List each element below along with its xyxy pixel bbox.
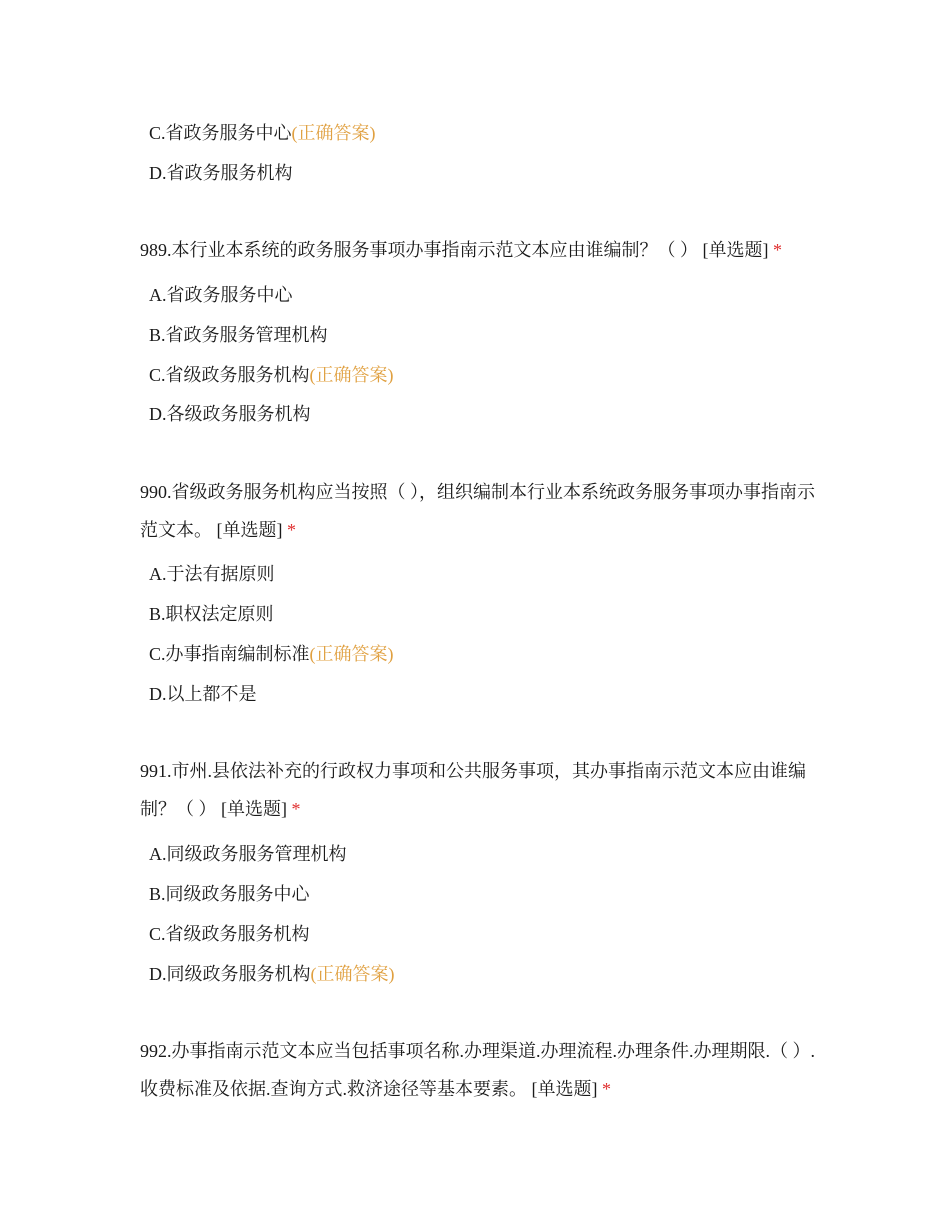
option-text: A.同级政务服务管理机构 (149, 844, 347, 864)
question-992 (140, 1032, 820, 1108)
correct-answer-marker: (正确答案) (310, 964, 395, 984)
correct-answer-marker: (正确答案) (309, 644, 394, 664)
q991-option-d (149, 963, 395, 985)
q991-option-a (149, 843, 347, 865)
prev-option-d (149, 162, 293, 184)
required-marker: * (773, 240, 782, 260)
question-989 (140, 231, 820, 269)
q989-option-b (149, 324, 328, 346)
q990-option-d (149, 683, 257, 705)
option-text: B.同级政务服务中心 (149, 884, 310, 904)
prev-option-c (149, 122, 376, 144)
q989-option-d (149, 403, 311, 425)
option-text: C.省级政务服务机构 (149, 924, 310, 944)
q989-option-a (149, 284, 293, 306)
question-990 (140, 473, 820, 549)
option-text: D.同级政务服务机构 (149, 964, 311, 984)
option-text: D.各级政务服务机构 (149, 404, 311, 424)
correct-answer-marker: (正确答案) (309, 365, 394, 385)
question-text: 989.本行业本系统的政务服务事项办事指南示范文本应由谁编制？（ ） [单选题] (140, 240, 769, 260)
option-text: C.办事指南编制标准 (149, 644, 310, 664)
option-text: A.于法有据原则 (149, 564, 275, 584)
q991-option-c (149, 923, 310, 945)
option-text: C.省政务服务中心 (149, 123, 292, 143)
q991-option-b (149, 883, 310, 905)
q990-option-b (149, 603, 274, 625)
question-991 (140, 752, 820, 828)
option-text: D.以上都不是 (149, 684, 257, 704)
q990-option-a (149, 563, 275, 585)
required-marker: * (602, 1079, 611, 1099)
required-marker: * (291, 799, 301, 819)
question-text: 990.省级政务服务机构应当按照（ ），组织编制本行业本系统政务服务事项办事指南示范文本。 [单选题] (140, 482, 815, 540)
option-text: A.省政务服务中心 (149, 285, 293, 305)
option-text: D.省政务服务机构 (149, 163, 293, 183)
option-text: B.省政务服务管理机构 (149, 325, 328, 345)
q989-option-c (149, 364, 394, 386)
correct-answer-marker: (正确答案) (291, 123, 376, 143)
required-marker: * (287, 520, 296, 540)
q990-option-c (149, 643, 394, 665)
question-text: 991.市州.县依法补充的行政权力事项和公共服务事项，其办事指南示范文本应由谁编制？（ ） [单选题] (140, 761, 806, 819)
question-text: 992.办事指南示范文本应当包括事项名称.办理渠道.办理流程.办理条件.办理期限.（ ）.收费标准及依据.查询方式.救济途径等基本要素。 [单选题] (140, 1041, 815, 1099)
option-text: B.职权法定原则 (149, 604, 274, 624)
option-text: C.省级政务服务机构 (149, 365, 310, 385)
